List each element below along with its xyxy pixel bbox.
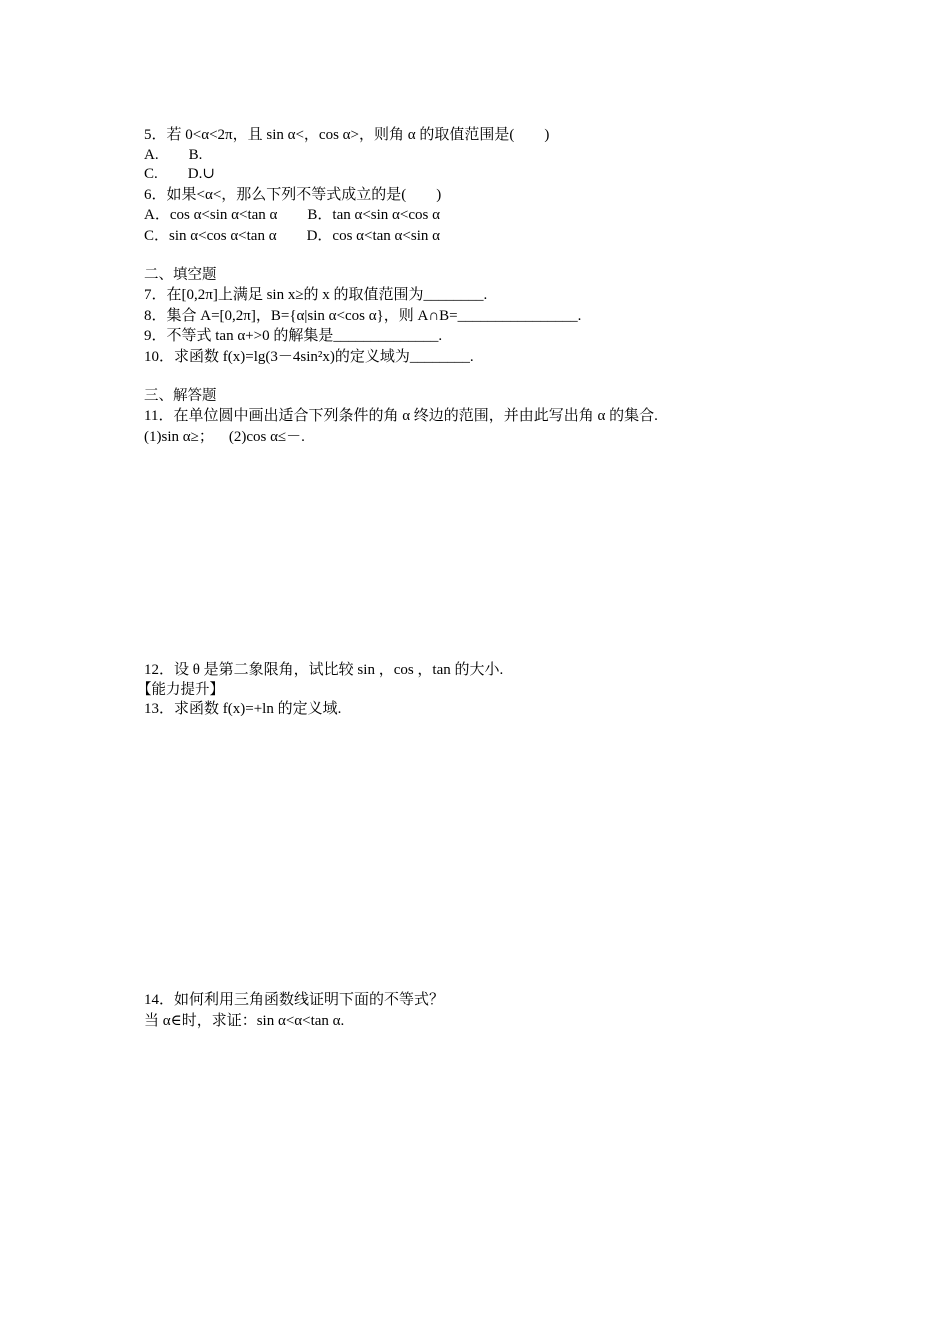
question-11-parts: (1)sin α≥； (2)cos α≤－. [144, 429, 305, 445]
question-11: 11．在单位圆中画出适合下列条件的角 α 终边的范围，并由此写出角 α 的集合. [144, 408, 658, 424]
question-10: 10．求函数 f(x)=lg(3－4sin²x)的定义域为________. [144, 349, 474, 365]
question-14: 14．如何利用三角函数线证明下面的不等式？ [144, 992, 445, 1008]
section-ability-heading: 【能力提升】 [137, 682, 224, 698]
question-5-options-ab: A. B. [144, 147, 203, 163]
question-14-detail: 当 α∈时，求证：sin α<α<tan α. [144, 1013, 345, 1029]
question-5-stem: 5．若 0<α<2π，且 sin α<，cos α>，则角 α 的取值范围是( ) [144, 127, 550, 143]
question-8: 8．集合 A=[0,2π]，B={α|sin α<cos α}，则 A∩B=________________. [144, 308, 582, 324]
question-9: 9．不等式 tan α+>0 的解集是______________. [144, 328, 443, 344]
section-answer-heading: 三、解答题 [144, 388, 217, 404]
question-6-options-cd: C．sin α<cos α<tan α D．cos α<tan α<sin α [144, 228, 440, 244]
question-7: 7．在[0,2π]上满足 sin x≥的 x 的取值范围为________. [144, 287, 488, 303]
question-6-stem: 6．如果<α<，那么下列不等式成立的是( ) [144, 187, 442, 203]
question-6-options-ab: A．cos α<sin α<tan α B．tan α<sin α<cos α [144, 207, 440, 223]
question-12: 12．设 θ 是第二象限角，试比较 sin ，cos ，tan 的大小. [144, 662, 504, 678]
question-13: 13．求函数 f(x)=+ln 的定义域. [144, 701, 342, 717]
question-5-options-cd: C. D.∪ [144, 166, 215, 182]
section-fill-in-heading: 二、填空题 [144, 267, 217, 283]
